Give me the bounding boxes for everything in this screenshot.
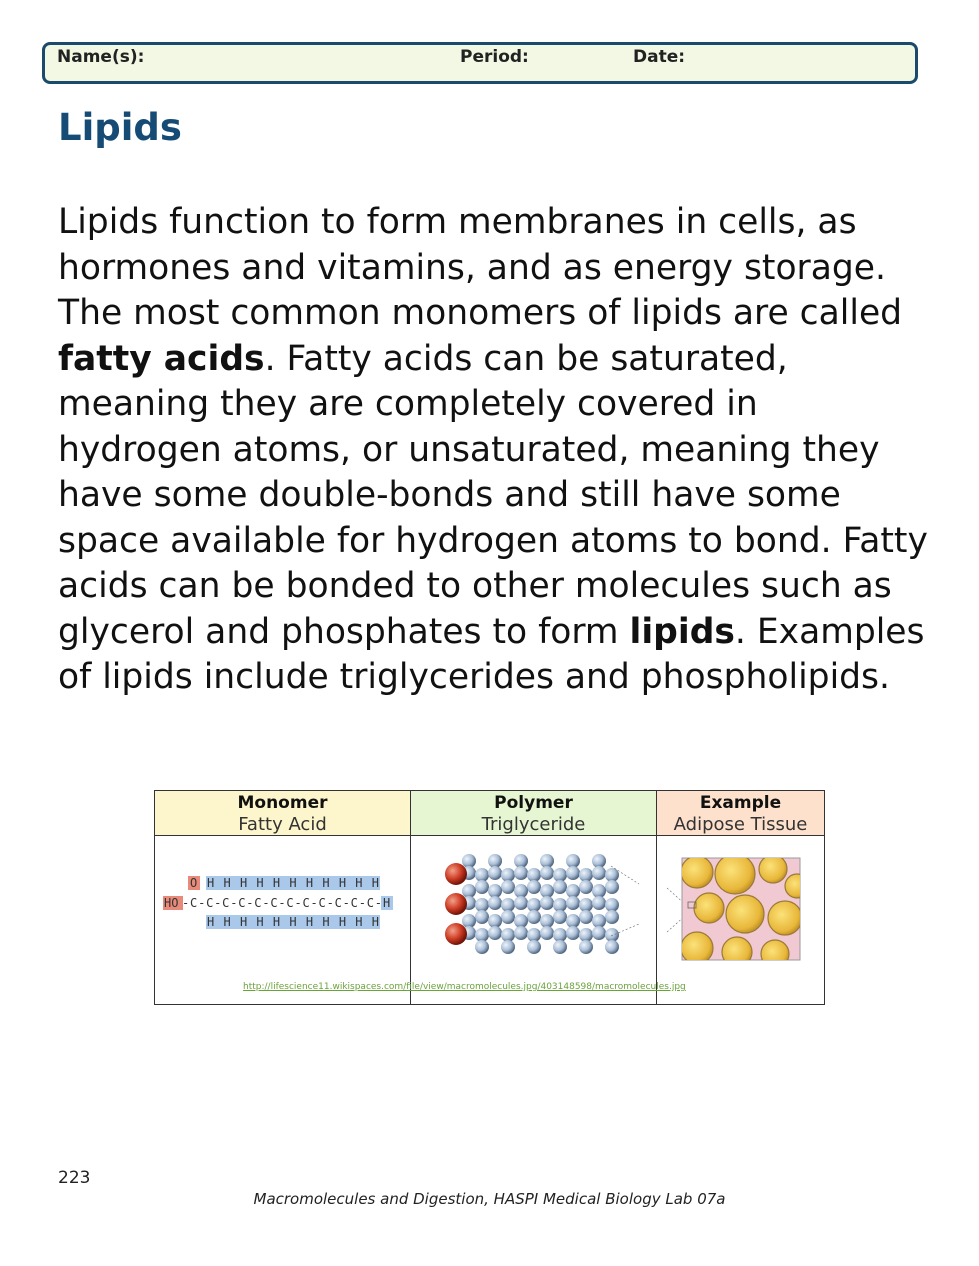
atom-sphere — [527, 940, 541, 954]
lipids-paragraph — [58, 200, 928, 701]
adipose-tissue-image — [657, 836, 825, 1004]
atom-sphere — [579, 898, 593, 912]
period-label: Period: — [460, 47, 529, 67]
atom-sphere — [462, 884, 476, 898]
atom-sphere — [566, 884, 580, 898]
atom-sphere — [501, 940, 515, 954]
atom-sphere — [540, 854, 554, 868]
paragraph-text-1: Lipids function to form membranes in cells, as hormones and vitamins, and as energy storage. The most common monomers of lipids are called — [58, 202, 903, 333]
atom-sphere — [540, 914, 554, 928]
atom-sphere — [592, 866, 606, 880]
atom-sphere — [553, 880, 567, 894]
atom-sphere — [488, 914, 502, 928]
example-header — [657, 791, 825, 836]
page-title: Lipids — [58, 106, 182, 149]
atom-sphere — [475, 940, 489, 954]
atom-sphere — [579, 940, 593, 954]
atom-sphere — [566, 914, 580, 928]
atom-sphere — [540, 926, 554, 940]
atom-sphere — [553, 940, 567, 954]
atom-sphere — [540, 896, 554, 910]
atom-sphere — [579, 868, 593, 882]
atom-sphere — [514, 896, 528, 910]
polymer-title: Polymer — [494, 793, 573, 813]
atom-sphere — [475, 928, 489, 942]
atom-sphere — [501, 868, 515, 882]
formula-ho: HO — [164, 896, 179, 910]
atom-sphere — [527, 910, 541, 924]
atom-sphere — [501, 910, 515, 924]
atom-sphere — [566, 926, 580, 940]
triglyceride-model-image — [411, 836, 657, 1004]
atom-sphere — [475, 880, 489, 894]
atom-sphere — [527, 928, 541, 942]
atom-sphere — [501, 898, 515, 912]
atom-sphere — [579, 928, 593, 942]
atom-sphere — [514, 854, 528, 868]
atom-sphere — [553, 928, 567, 942]
example-title: Example — [699, 793, 782, 813]
atom-sphere — [605, 940, 619, 954]
glycerol-oxygen-sphere — [445, 923, 467, 945]
paragraph-text-2: . Fatty acids can be saturated, meaning they are completely covered in hydrogen atoms, or unsaturated, meaning they have some double-bonds and still have some space available for hydrogen atoms to bond. Fatty acids can be bonded to other molecules such as glycerol and phosphates to form — [58, 338, 928, 652]
formula-top-h: H H H H H H H H H H H — [207, 876, 379, 890]
atom-sphere — [527, 898, 541, 912]
formula-chain: -C-C-C-C-C-C-C-C-C-C-C-C- — [182, 896, 382, 910]
polymer-header — [411, 791, 657, 836]
formula-top-o: O — [190, 876, 198, 890]
atom-sphere — [527, 880, 541, 894]
glycerol-oxygen-sphere — [445, 863, 467, 885]
atom-sphere — [501, 880, 515, 894]
formula-bottom-h: H H H H H H H H H H H — [207, 915, 379, 929]
atom-sphere — [566, 896, 580, 910]
glycerol-oxygen-sphere — [445, 893, 467, 915]
atom-sphere — [605, 928, 619, 942]
page-number: 223 — [58, 1168, 91, 1188]
monomer-title: Monomer — [237, 793, 328, 813]
atom-sphere — [488, 896, 502, 910]
atom-sphere — [579, 880, 593, 894]
atom-sphere — [553, 868, 567, 882]
atom-sphere — [605, 898, 619, 912]
atom-sphere — [605, 880, 619, 894]
atom-sphere — [514, 926, 528, 940]
fatty-acid-cell — [155, 836, 411, 1005]
term-fatty-acids: fatty acids — [58, 338, 265, 379]
atom-sphere — [592, 926, 606, 940]
atom-sphere — [462, 914, 476, 928]
atom-sphere — [462, 854, 476, 868]
atom-sphere — [566, 854, 580, 868]
monomer-subtitle: Fatty Acid — [238, 814, 327, 835]
monomer-header — [155, 791, 411, 836]
atom-sphere — [540, 866, 554, 880]
fatty-acid-structure-image — [155, 836, 411, 1004]
atom-sphere — [514, 866, 528, 880]
atom-sphere — [592, 914, 606, 928]
atom-sphere — [475, 910, 489, 924]
image-source-link[interactable]: http://lifescience11.wikispaces.com/file/view/macromolecules.jpg/403148598/macromolecules.jpg — [243, 982, 686, 992]
header-info-box — [42, 42, 918, 84]
lipid-structure-table — [154, 790, 825, 1005]
atom-sphere — [592, 854, 606, 868]
atom-sphere — [553, 898, 567, 912]
names-label: Name(s): — [57, 47, 145, 67]
atom-sphere — [579, 910, 593, 924]
atom-sphere — [566, 866, 580, 880]
atom-sphere — [514, 914, 528, 928]
atom-sphere — [514, 884, 528, 898]
date-label: Date: — [633, 47, 686, 67]
atom-sphere — [488, 854, 502, 868]
term-lipids: lipids — [629, 611, 735, 652]
atom-sphere — [553, 910, 567, 924]
atom-sphere — [475, 898, 489, 912]
polymer-subtitle: Triglyceride — [481, 814, 586, 835]
atom-sphere — [605, 910, 619, 924]
triglyceride-cell — [411, 836, 657, 1005]
formula-end-h: H — [383, 896, 391, 910]
atom-sphere — [488, 884, 502, 898]
atom-sphere — [488, 926, 502, 940]
atom-sphere — [527, 868, 541, 882]
atom-sphere — [501, 928, 515, 942]
atom-sphere — [605, 868, 619, 882]
atom-sphere — [488, 866, 502, 880]
atom-sphere — [540, 884, 554, 898]
paragraph-text-3: . Examples of lipids include triglycerides and phospholipids. — [58, 611, 925, 697]
atom-sphere — [475, 868, 489, 882]
atom-sphere — [592, 896, 606, 910]
example-subtitle: Adipose Tissue — [673, 814, 808, 835]
footer-citation: Macromolecules and Digestion, HASPI Medical Biology Lab 07a — [253, 1190, 726, 1208]
atom-sphere — [592, 884, 606, 898]
adipose-cell — [657, 836, 825, 1005]
